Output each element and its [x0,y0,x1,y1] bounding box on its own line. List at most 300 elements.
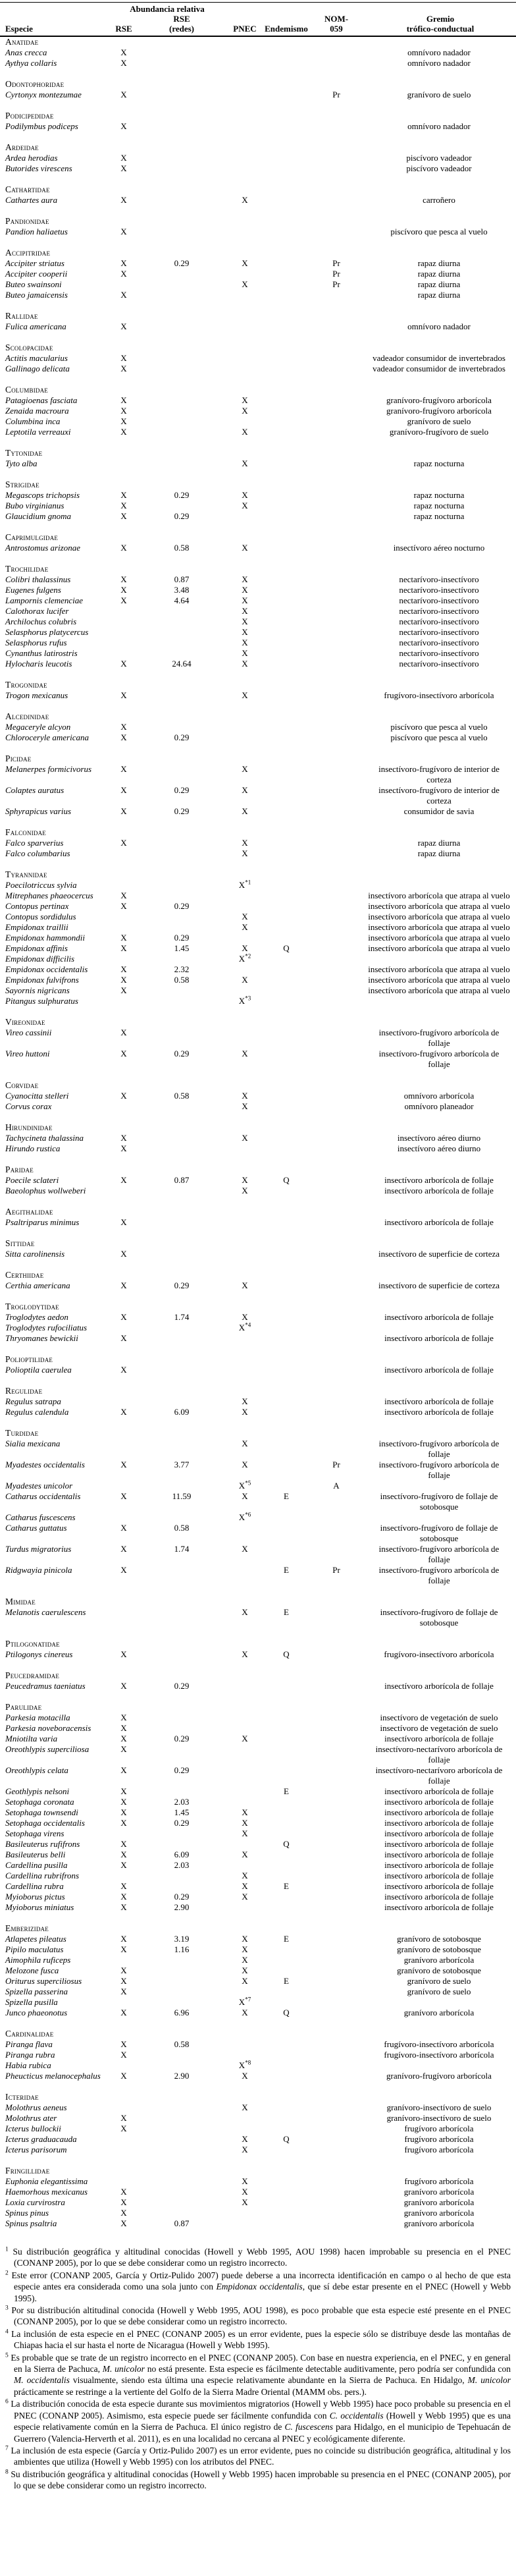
cell-gremio [365,996,516,1006]
family-name: Ptilogonatidae [5,1639,60,1649]
cell-rse: X [120,2071,127,2081]
family-row [0,448,516,458]
species-name: Oreothlypis superciliosa [5,1744,90,1754]
footnote-number: 2 [5,2270,9,2277]
cell-pnec: X [242,501,248,510]
spacer-row [0,2018,516,2029]
cell-pnec: X [242,2102,248,2112]
cell-endemismo [265,1333,308,1344]
cell-rse-redes: 0.29 [174,1049,190,1058]
cell-endemismo [265,364,308,374]
species-name: Colaptes auratus [5,785,64,795]
cell-rse-redes [138,47,225,58]
species-name: Buteo jamaicensis [5,290,68,300]
cell-gremio: insectívoro arborícola de follaje [384,1217,494,1227]
spacer-row [0,1006,516,1017]
cell-rse-redes [138,648,225,659]
cell-endemismo [265,1828,308,1839]
family-name: Paridae [5,1165,34,1174]
cell-pnec [225,1786,265,1797]
family-row [0,385,516,395]
species-name: Piranga rubra [5,2050,55,2060]
cell-rse: X [120,1797,127,1807]
cell-rse: X [120,269,127,279]
cell-pnec [225,269,265,279]
cell-pnec: X [242,279,248,289]
cell-rse-redes [138,627,225,638]
cell-rse: X [120,1460,127,1469]
cell-gremio: rapaz diurna [417,838,461,848]
cell-rse: X [120,364,127,373]
cell-gremio: nectarívoro-insectívoro [399,606,479,616]
spacer-row [0,469,516,480]
cell-endemismo [265,1365,308,1375]
species-name: Lampornis clemenciae [5,595,84,605]
cell-endemismo [265,395,308,406]
species-row [0,2008,516,2018]
cell-rse-redes: 0.29 [174,806,190,816]
cell-gremio: insectívoro arborícola que atrapa al vuelo [368,964,510,974]
species-row [0,1565,516,1586]
cell-pnec [225,121,265,132]
cell-nom-059 [308,964,365,975]
species-name: Loxia curvirostra [5,2197,65,2207]
species-row [0,2187,516,2197]
cell-rse-redes [138,617,225,627]
cell-rse-redes: 0.29 [174,785,190,795]
cell-gremio: frugívoro-insectívoro arborícola [384,690,494,700]
family-row [0,532,516,543]
cell-rse-redes: 2.32 [174,964,190,974]
cell-pnec: X [242,1186,248,1195]
species-name-inline: M. unicolor [467,2375,511,2386]
cell-rse-redes [138,2187,225,2197]
cell-pnec: X [242,2008,248,2017]
cell-rse: X [120,1565,127,1575]
species-name: Sitta carolinensis [5,1249,65,1259]
cell-pnec: X [242,1460,248,1469]
cell-nom-059 [308,1786,365,1797]
cell-gremio: insectívoro arborícola que atrapa al vuelo [368,891,510,900]
cell-rse: X [120,985,127,995]
cell-nom-059 [308,1955,365,1965]
family-row [0,248,516,258]
cell-endemismo [265,648,308,659]
species-row [0,1439,516,1460]
cell-rse-redes [138,1143,225,1154]
cell-gremio: insectívoro arborícola de follaje [384,1734,494,1743]
cell-rse-redes: 3.77 [174,1460,190,1469]
species-row [0,912,516,922]
species-row [0,1396,516,1407]
cell-endemismo [265,58,308,69]
species-name: Cyrtonyx montezumae [5,90,82,99]
cell-nom-059 [308,1797,365,1807]
cell-rse-redes: 0.58 [174,1523,190,1533]
cell-rse: X [120,395,127,405]
cell-endemismo [265,2208,308,2218]
family-row [0,827,516,838]
species-row [0,1744,516,1765]
footnote-number: 6 [5,2398,9,2405]
species-row [0,458,516,469]
cell-rse [109,1101,138,1112]
cell-rse: X [120,501,127,510]
species-name: Poecilotriccus sylvia [5,880,77,890]
cell-nom-059 [308,1734,365,1744]
family-row [0,1597,516,1607]
footnote-number: 5 [5,2352,9,2359]
family-name: Falconidae [5,827,47,837]
cell-rse-redes [138,1744,225,1765]
table-header [0,2,516,37]
cell-rse-redes [138,121,225,132]
cell-rse-redes: 0.29 [174,1765,190,1775]
cell-nom-059 [308,1765,365,1786]
cell-rse: X [120,258,127,268]
cell-endemismo [265,627,308,638]
cell-endemismo [265,764,308,785]
cell-endemismo [265,321,308,332]
species-row [0,47,516,58]
family-row [0,680,516,690]
cell-endemismo [265,585,308,595]
family-row [0,142,516,153]
family-row [0,754,516,764]
cell-endemismo [265,1460,308,1481]
cell-nom-059 [308,1881,365,1892]
cell-gremio: frugívoro arborícola [404,2176,474,2186]
cell-pnec: X [242,2176,248,2186]
cell-nom-059 [308,627,365,638]
spacer-row [0,1154,516,1165]
cell-rse [109,638,138,648]
cell-nom-059 [308,1723,365,1734]
cell-rse: X [120,1649,127,1659]
cell-gremio: insectívoro arborícola de follaje [384,1828,494,1838]
cell-pnec [225,1987,265,1997]
species-row [0,1828,516,1839]
cell-rse-redes [138,912,225,922]
species-row [0,964,516,975]
cell-gremio: nectarívoro-insectívoro [399,617,479,626]
cell-gremio [365,2060,516,2071]
species-name: Parkesia noveboracensis [5,1723,91,1733]
footnote [5,2270,511,2304]
cell-gremio: insectívoro-frugívoro arborícola de follaje [378,1028,500,1048]
species-name: Pitangus sulphuratus [5,996,78,1006]
cell-gremio: insectívoro arborícola de follaje [384,1860,494,1870]
cell-gremio: granívoro arborícola [403,2208,475,2218]
cell-rse [109,627,138,638]
cell-endemismo [265,1091,308,1101]
species-row [0,785,516,806]
cell-gremio: frugívoro arborícola [404,2134,474,2144]
footnote-number: 3 [5,2305,9,2312]
cell-pnec [225,1765,265,1786]
cell-endemismo [265,1765,308,1786]
cell-rse: X [120,1786,127,1796]
cell-rse: X [120,933,127,943]
species-name: Archilochus colubris [5,617,77,626]
cell-gremio: insectívoro de vegetación de suelo [380,1713,498,1722]
cell-gremio: granívoro de suelo [407,416,471,426]
species-row [0,1807,516,1818]
cell-gremio: insectívoro arborícola que atrapa al vuelo [368,943,510,953]
species-name: Spizella pusilla [5,1997,58,2007]
cell-endemismo [265,964,308,975]
cell-rse: X [120,785,127,795]
cell-pnec: X [242,1944,248,1954]
cell-endemismo [265,996,308,1006]
species-row [0,648,516,659]
cell-nom-059 [308,1249,365,1259]
cell-endemismo: Q [283,1839,290,1849]
species-name: Pipilo maculatus [5,1944,64,1954]
species-name: Setophaga virens [5,1828,64,1838]
species-row [0,1365,516,1375]
cell-rse: X [120,1028,127,1037]
cell-nom-059 [308,490,365,501]
family-name: Accipitridae [5,248,51,258]
cell-nom-059 [308,2208,365,2218]
cell-nom-059 [308,1523,365,1544]
species-name: Geothlypis nelsoni [5,1786,70,1796]
cell-rse: X [120,1407,127,1417]
cell-rse-redes [138,364,225,374]
cell-rse-redes: 0.58 [174,975,190,985]
family-row [0,1354,516,1365]
cell-nom-059 [308,1839,365,1850]
cell-gremio: insectívoro arborícola de follaje [384,1407,494,1417]
family-name: Mimidae [5,1597,36,1606]
cell-gremio: insectívoro-nectarívoro arborícola de follaje [375,1744,503,1765]
family-name: Rallidae [5,311,38,321]
cell-rse [109,1828,138,1839]
species-name: Cyanocitta stelleri [5,1091,69,1101]
species-name: Falco columbarius [5,848,70,858]
cell-rse: X [120,1850,127,1859]
cell-rse: X [120,58,127,68]
cell-rse: X [120,1365,127,1375]
family-name: Aegithalidae [5,1207,53,1217]
species-row [0,1734,516,1744]
cell-endemismo [265,1997,308,2008]
cell-pnec: X [242,606,248,616]
cell-nom-059 [308,1091,365,1101]
cell-gremio: granívoro-insectívoro de suelo [386,2113,492,2123]
footnote [5,2246,511,2269]
cell-rse-redes [138,1965,225,1976]
cell-nom-059 [308,353,365,364]
footnote-number: 1 [5,2246,9,2253]
cell-pnec [225,47,265,58]
family-name: Podicipedidae [5,111,54,121]
family-name: Trogonidae [5,680,47,690]
species-name: Mitrephanes phaeocercus [5,891,93,900]
cell-rse [109,279,138,290]
cell-endemismo [265,2187,308,2197]
cell-rse: X [120,943,127,953]
family-row [0,1080,516,1091]
spacer-row [0,859,516,869]
species-name: Certhia americana [5,1280,70,1290]
cell-rse-redes [138,406,225,416]
cell-nom-059 [308,2008,365,2018]
cell-rse [109,1323,138,1333]
cell-pnec: $X^{*1}$ [238,879,251,890]
species-row [0,1523,516,1544]
cell-gremio: carroñero [423,195,455,205]
species-name: Regulus satrapa [5,1396,61,1406]
cell-rse: X [120,1523,127,1533]
cell-gremio [365,880,516,891]
cell-gremio: granívoro de suelo [407,90,471,99]
species-row [0,2208,516,2218]
cell-gremio: insectívoro arborícola de follaje [384,1807,494,1817]
cell-gremio: granívoro arborícola [403,2218,475,2228]
cell-pnec [225,891,265,901]
species-name: Megascops trichopsis [5,490,80,500]
cell-rse-redes: 0.29 [174,258,190,268]
cell-nom-059: Pr [332,1460,340,1469]
cell-pnec: X [242,1828,248,1838]
species-row [0,1175,516,1186]
cell-rse-redes [138,1828,225,1839]
cell-pnec [225,933,265,943]
footnote-text: , que sí debe estar presente en el PNEC (Howell y Webb 1995). [14,2282,511,2303]
family-row [0,1702,516,1713]
species-name: Cardellina rubra [5,1881,64,1891]
cell-pnec: X [242,543,248,553]
cell-gremio: frugívoro arborícola [404,2124,474,2133]
species-name: Leptotila verreauxi [5,427,71,437]
cell-pnec: X [242,1396,248,1406]
cell-rse [109,996,138,1006]
species-row [0,1955,516,1965]
family-name: Caprimulgidae [5,532,59,542]
pnec-footnote-mark: *6 [245,1511,251,1518]
cell-pnec: X [242,458,248,468]
cell-endemismo [265,2071,308,2081]
cell-endemismo [265,2145,308,2155]
species-name: Sphyrapicus varius [5,806,72,816]
family-name: Pandionidae [5,216,49,226]
family-name: Fringillidae [5,2166,50,2176]
cell-pnec: X [242,1091,248,1101]
cell-rse-redes [138,2113,225,2124]
cell-gremio: rapaz nocturna [413,490,465,500]
species-name: Icterus graduacauda [5,2134,77,2144]
cell-nom-059 [308,1744,365,1765]
species-row [0,1028,516,1049]
family-row [0,311,516,321]
cell-rse: X [120,659,127,669]
cell-gremio: nectarívoro-insectívoro [399,648,479,658]
cell-rse: X [120,1681,127,1691]
cell-gremio: omnívoro nadador [407,47,471,57]
cell-endemismo [265,2050,308,2060]
family-name: Cardinalidae [5,2029,54,2039]
cell-endemismo [265,975,308,985]
cell-gremio: insectívoro arborícola que atrapa al vuelo [368,922,510,932]
species-name: Pandion haliaetus [5,227,68,236]
cell-endemismo: Q [283,943,290,953]
species-name: Peucedramus taeniatus [5,1681,86,1691]
species-row [0,416,516,427]
cell-nom-059 [308,395,365,406]
cell-gremio: piscívoro que pesca al vuelo [390,227,488,236]
cell-gremio: insectívoro arborícola de follaje [384,1818,494,1828]
pnec-footnote-mark: *3 [245,995,251,1002]
cell-gremio [365,1512,516,1523]
cell-rse-redes [138,1186,225,1196]
cell-gremio: frugívoro-insectívoro arborícola [384,2050,494,2060]
cell-pnec: X [242,1818,248,1828]
family-name: Strigidae [5,480,39,489]
spacer-row [0,1691,516,1702]
species-name: Vireo cassinii [5,1028,52,1037]
cell-nom-059 [308,1143,365,1154]
cell-gremio: frugívoro-insectívoro arborícola [384,1649,494,1659]
species-name: Bubo virginianus [5,501,64,510]
species-name: Podilymbus podiceps [5,121,78,131]
species-row [0,1607,516,1628]
cell-nom-059 [308,1544,365,1565]
cell-pnec [225,1523,265,1544]
cell-pnec: X [242,595,248,605]
cell-pnec [225,353,265,364]
cell-endemismo [265,806,308,817]
spacer-row [0,522,516,532]
species-row [0,1976,516,1987]
cell-nom-059 [308,2071,365,2081]
spacer-row [0,553,516,564]
cell-pnec: $X^{*8}$ [238,2059,251,2070]
cell-gremio: granívoro-frugívoro de suelo [389,427,489,437]
species-name: Anas crecca [5,47,47,57]
cell-endemismo [265,1217,308,1228]
cell-nom-059 [308,912,365,922]
cell-rse: X [120,585,127,595]
species-row [0,585,516,595]
species-name: Regulus calendula [5,1407,69,1417]
cell-pnec [225,511,265,522]
col-header-rse: RSE [115,24,132,34]
cell-endemismo [265,1133,308,1143]
family-name: Anatidae [5,37,39,47]
species-name: Empidonax fulvifrons [5,975,79,985]
cell-pnec [225,1217,265,1228]
cell-gremio: insectívoro aéreo diurno [397,1133,481,1143]
cell-nom-059 [308,2050,365,2060]
species-row [0,1839,516,1850]
cell-rse-redes [138,353,225,364]
species-name: Polioptila caerulea [5,1365,72,1375]
cell-gremio: insectívoro arborícola de follaje [384,1365,494,1375]
cell-pnec [225,364,265,374]
cell-rse-redes [138,996,225,1006]
cell-rse [109,848,138,859]
cell-nom-059 [308,1860,365,1871]
cell-gremio [365,1481,516,1491]
cell-pnec: X [242,427,248,437]
cell-rse: X [120,1091,127,1101]
species-name-inline: C. fuscescens [284,2422,333,2432]
cell-rse: X [120,406,127,416]
cell-gremio: insectívoro arborícola de follaje [384,1871,494,1880]
cell-nom-059: Pr [332,279,340,289]
